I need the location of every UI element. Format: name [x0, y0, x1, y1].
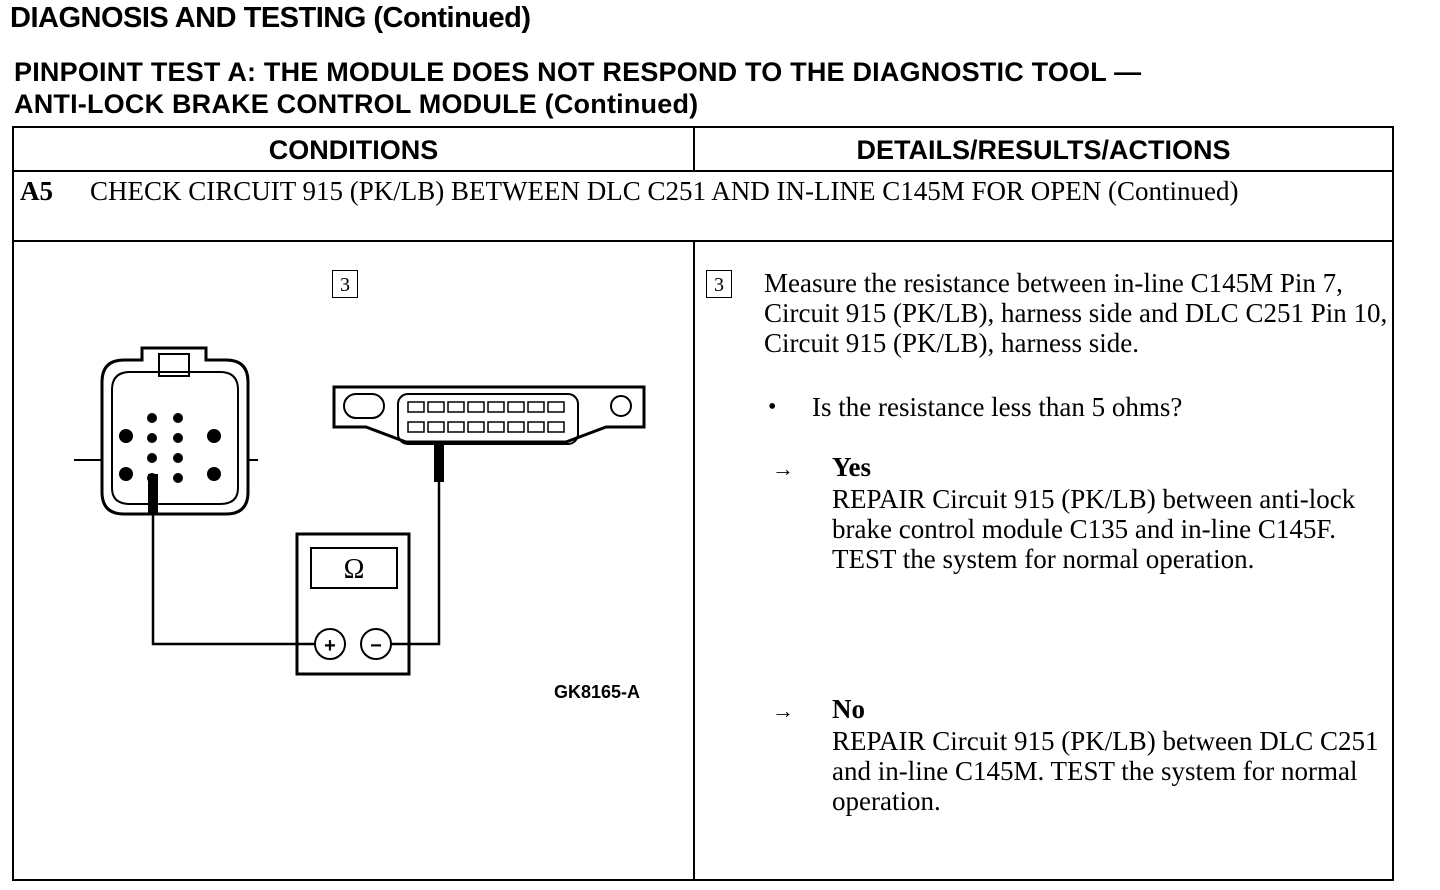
test-title-line-2: ANTI-LOCK BRAKE CONTROL MODULE (Continued) [14, 89, 699, 119]
no-action: REPAIR Circuit 915 (PK/LB) between DLC C251 and in-line C145M. TEST the system for normal operation. [832, 726, 1379, 816]
dlc-pins [408, 402, 564, 432]
inline-connector-c145m [74, 348, 258, 514]
arrow-yes-icon: → [772, 456, 794, 481]
connector-pins [119, 413, 221, 483]
header-bottom-rule [14, 170, 1392, 172]
step-title: CHECK CIRCUIT 915 (PK/LB) BETWEEN DLC C251 AND IN-LINE C145M FOR OPEN (Continued) [90, 176, 1239, 206]
figure-label: GK8165-A [554, 682, 641, 702]
pinpoint-test-title [14, 56, 1141, 120]
details-step-number: 3 [706, 270, 732, 298]
instruction-text: Measure the resistance between in-line C145M Pin 7, Circuit 915 (PK/LB), harness side and DLC C251 Pin 10, Circuit 915 (PK/LB), harness side. [764, 268, 1388, 358]
ohm-icon: Ω [343, 554, 365, 585]
figure-step-number: 3 [332, 270, 358, 298]
plus-terminal: + [324, 635, 336, 657]
connector-meter-diagram [14, 242, 693, 878]
pinpoint-test-table [12, 126, 1394, 881]
header-divider [693, 128, 695, 172]
bullet-icon: • [768, 394, 777, 420]
page-title: DIAGNOSIS AND TESTING (Continued) [10, 2, 531, 34]
test-title-line-1: PINPOINT TEST A: THE MODULE DOES NOT RESPOND TO THE DIAGNOSTIC TOOL — [14, 57, 1142, 87]
column-divider [693, 242, 695, 879]
positive-lead [153, 514, 315, 644]
header-conditions: CONDITIONS [268, 135, 439, 165]
arrow-no-icon: → [772, 698, 794, 723]
yes-label: Yes [832, 452, 871, 482]
header-details: DETAILS/RESULTS/ACTIONS [856, 135, 1231, 165]
dlc-c251-connector [334, 387, 644, 444]
no-label: No [832, 694, 865, 724]
yes-action: REPAIR Circuit 915 (PK/LB) between anti-lock brake control module C135 and in-line C145F. TEST the system for normal operation. [832, 484, 1356, 574]
question-text: Is the resistance less than 5 ohms? [812, 392, 1183, 422]
step-id: A5 [20, 176, 53, 206]
negative-lead [391, 482, 439, 644]
right-probe-tip [434, 442, 444, 482]
left-probe-tip [148, 474, 158, 514]
minus-terminal: − [370, 635, 382, 657]
